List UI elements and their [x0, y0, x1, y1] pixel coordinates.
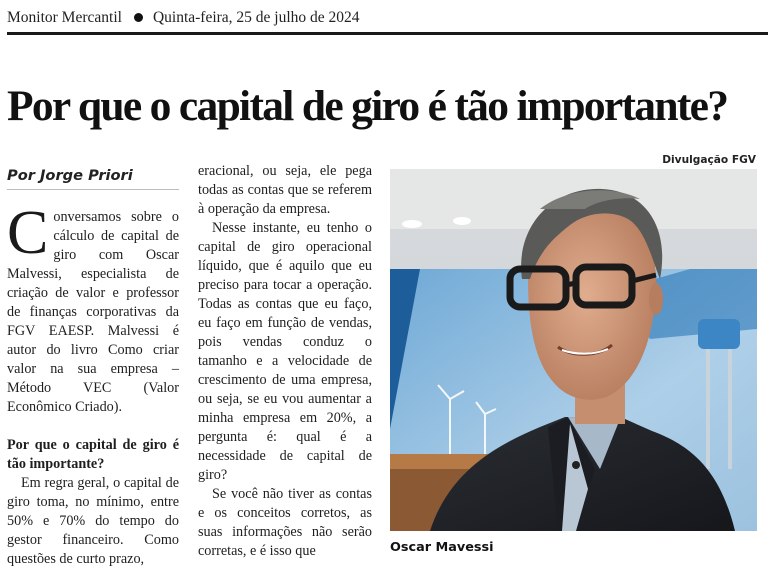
publication-name[interactable]: Monitor Mercantil	[7, 9, 122, 26]
intro-text: onversamos sobre o cálculo de capital de giro com Oscar Malvessi, especialista de criação de valor e professor de finanças corporativas da FGV EAESP. Malvessi é autor do livro Como criar valor na sua empresa – Método VEC (Valor Econômico Criado).	[7, 209, 179, 415]
article-column-2	[198, 162, 372, 561]
portrait-photo	[390, 169, 757, 531]
article-headline: Por que o capital de giro é tão importante?	[7, 82, 728, 130]
article-column-1	[7, 199, 179, 569]
photo-credit: Divulgação FGV	[662, 154, 756, 166]
byline-rule	[7, 189, 179, 190]
question-subhead: Por que o capital de giro é tão importante?	[7, 437, 179, 472]
masthead-rule	[7, 32, 768, 35]
intro-paragraph	[7, 199, 179, 417]
drop-cap: C	[7, 199, 49, 267]
column2-paragraph-2: Nesse instante, eu tenho o capital de giro operacional líquido, que é aquilo que eu preciso para tocar a operação. Todas as contas que eu faço, eu faço em função de vendas, pois vendas conduz o tamanho e a velocidade de crescimento de uma empresa, ou seja, se eu vou aumentar a minha empresa em 20%, a pergunta é: qual é a necessidade de capital de giro?	[198, 220, 372, 483]
photo-caption: Oscar Mavessi	[390, 540, 494, 555]
answer-paragraph: Em regra geral, o capital de giro toma, no mínimo, entre 50% e 70% do tempo do gestor financeiro. Como questões de curto prazo,	[7, 475, 179, 567]
column2-paragraph-3: Se você não tiver as contas e os conceitos corretos, as suas informações não serão corretas, e é isso que	[198, 486, 372, 559]
byline: Por Jorge Priori	[7, 167, 133, 184]
portrait-image	[390, 169, 757, 531]
masthead	[7, 9, 360, 27]
issue-date: Quinta-feira, 25 de julho de 2024	[152, 9, 360, 26]
column2-paragraph-1: eracional, ou seja, ele pega todas as contas que se referem à operação da empresa.	[198, 163, 372, 217]
bullet-icon	[134, 13, 143, 22]
